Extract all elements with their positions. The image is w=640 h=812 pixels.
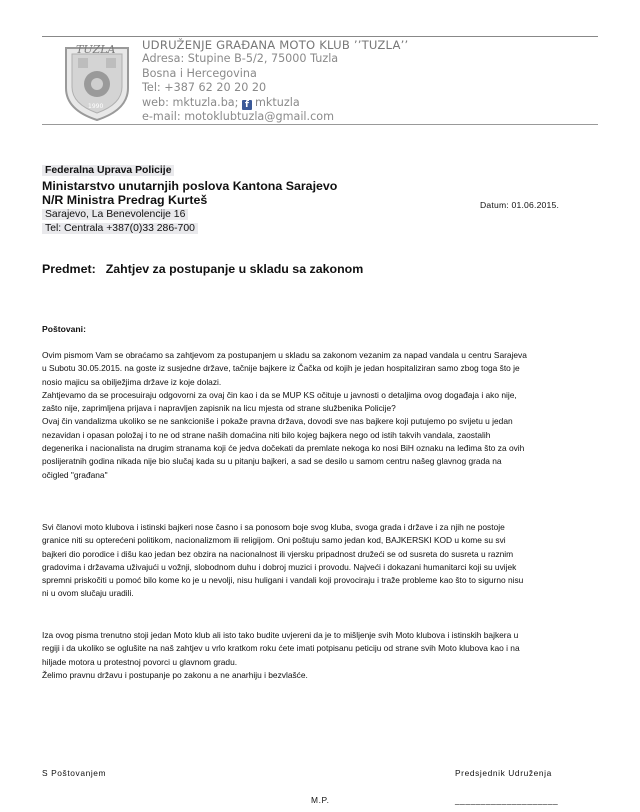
org-web[interactable]: web: mktuzla.ba; <box>142 95 239 109</box>
signature-line: ____________________ <box>455 795 559 805</box>
body-line: Želimo pravnu državu i postupanje po zakonu a ne anarhiju i bezvlašće. <box>42 669 308 680</box>
body-line: Iza ovog pisma trenutno stoji jedan Moto klub ali isto tako budite uvjereni da je to mišljenje svih Moto klubova i istinskih bajkera u <box>42 630 519 640</box>
body-line: Zahtjevamo da se procesuiraju odgovorni za ovaj čin kao i da se MUP KS očituje u javnosti o detaljima ovog događaja i ako nije, <box>42 389 517 400</box>
body-paragraph-1 <box>42 349 607 482</box>
subject-label: Predmet: <box>42 262 96 276</box>
letterhead-bottom-rule <box>42 124 598 125</box>
body-line: zašto nije, zaprimljena prijava i napravljen zapisnik na licu mjesta od strane službenika Policije? <box>42 403 396 414</box>
body-line: regiji i da ukoliko se oglušite na naš zahtjev u vrlo kratkom roku ćete imati potpisanu peticiju od strane svih Moto klubova kao i na <box>42 643 520 654</box>
body-line: nezavidan i opasan položaj i to ne od strane naših domaćina niti bilo kojeg bajkera nego od istih takvih vandala, zaostalih <box>42 429 491 440</box>
club-logo <box>58 40 136 122</box>
greeting: Poštovani: <box>42 324 86 334</box>
org-address: Adresa: Stupine B-5/2, 75000 Tuzla <box>142 52 339 66</box>
closing: S Poštovanjem <box>42 768 107 778</box>
facebook-icon: f <box>242 100 252 110</box>
body-line: degenerika i nacionalista na drugim stranama koji će jedva dočekati da premlate nekoga ko nosi BiH oznaku na leđima što za ovih <box>42 443 525 454</box>
body-line: gradovima i državama uživajući u vožnji, slobodnom duhu i dobroj muzici i provodu. Najveći i dokazani humanitarci koji su uvijek <box>42 561 517 572</box>
recipient-block <box>42 164 337 237</box>
org-email[interactable]: e-mail: motoklubtuzla@gmail.com <box>142 110 334 124</box>
body-paragraph-3 <box>42 629 607 682</box>
logo-text: TUZLA <box>76 43 116 56</box>
org-facebook[interactable]: mktuzla <box>255 95 300 109</box>
body-line: nosio majicu sa obilježjima države iz koje dolazi. <box>42 376 222 387</box>
org-name: UDRUŽENJE GRAĐANA MOTO KLUB ’’TUZLA’’ <box>142 38 409 52</box>
org-phone: Tel: +387 62 20 20 20 <box>142 81 267 95</box>
body-line: u Subotu 30.05.2015. na goste iz susjedne države, tačnije bajkere iz Čačka od kojih je jedan hospitaliziran samo zbog toga što je <box>42 363 520 374</box>
signer-title: Predsjednik Udruženja <box>455 768 552 778</box>
recipient-agency: Federalna Uprava Policije <box>42 165 174 176</box>
body-paragraph-2 <box>42 521 607 601</box>
body-line: Ovim pismom Vam se obraćamo sa zahtjevom za postupanjem u skladu sa zakonom vezanim za napad vandala u centru Sarajeva <box>42 350 527 360</box>
body-line: spremni priskočiti u pomoć bilo kome ko je u nevolji, nisu huligani i vandali koji provociraju i traže probleme kao što to sigurno nisu <box>42 575 524 586</box>
body-line: granice niti su opterećeni politikom, nacionalizmom ili religijom. Oni poštuju samo jedan kod, BAJKERSKI KOD u kome su svi <box>42 535 506 546</box>
stamp-placeholder: M.P. <box>311 795 330 805</box>
recipient-phone: Tel: Centrala +387(0)33 286-700 <box>42 223 198 234</box>
body-line: poslijeratnih godina nikada nije bio slučaj kada su u pitanju bajkeri, a sad se desilo u samom centru našeg glavnog grada na <box>42 456 502 467</box>
org-web-row <box>142 96 408 110</box>
subject-line <box>42 262 363 276</box>
body-line: hiljade motora u protestnoj povorci u glavnom gradu. <box>42 656 238 667</box>
body-line: bajkeri dio porodice i dišu kao jedan bez obzira na nacionalnost ili vjersku pripadnost družeći se od susreta do susreta u raznim <box>42 548 514 559</box>
logo-year: 1990 <box>88 103 104 110</box>
letter-date: Datum: 01.06.2015. <box>480 200 560 210</box>
body-line: Svi članovi moto klubova i istinski bajkeri nose časno i sa ponosom boje svog kluba, svoga grada i države i za njih ne postoje <box>42 522 505 532</box>
subject-text: Zahtjev za postupanje u skladu sa zakonom <box>105 262 364 276</box>
recipient-address: Sarajevo, La Benevolencije 16 <box>42 209 188 220</box>
recipient-attention: N/R Ministra Predrag Kurteš <box>42 193 208 208</box>
org-country: Bosna i Hercegovina <box>142 66 257 80</box>
body-line: očigled "građana" <box>42 469 108 480</box>
body-line: ni u ovom slučaju uradili. <box>42 588 134 599</box>
recipient-ministry: Ministarstvo unutarnjih poslova Kantona Sarajevo <box>42 178 338 193</box>
letterhead-info <box>142 38 408 124</box>
body-line: Ovaj čin vandalizma ukoliko se ne sankcioniše i pokaže pravna država, dovodi sve nas bajkere koji putujemo po svijetu u jedan <box>42 416 513 427</box>
letterhead-top-rule <box>42 36 598 37</box>
